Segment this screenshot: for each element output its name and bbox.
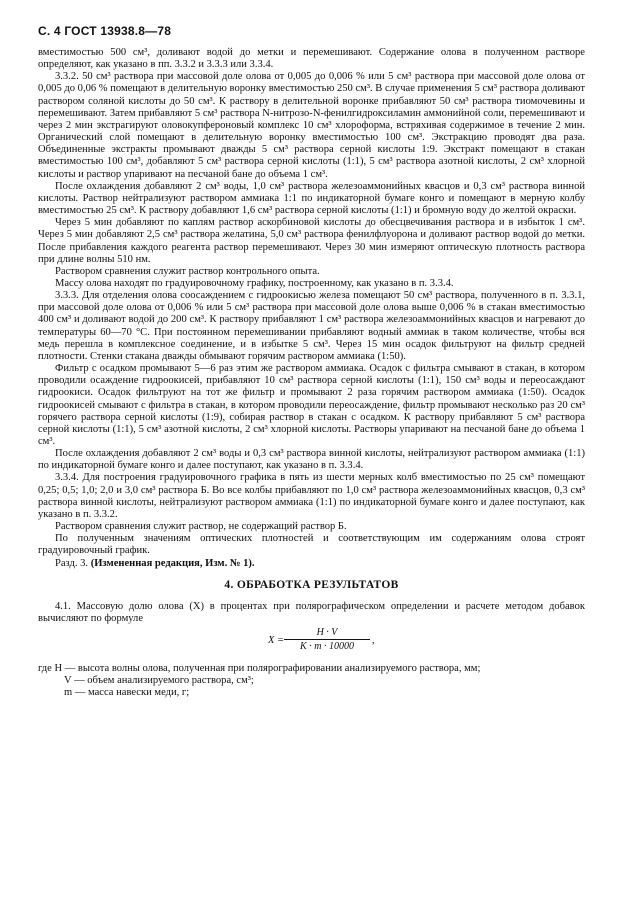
paragraph-4-1: 4.1. Массовую долю олова (X) в процентах при полярографическом определении и расчете методом добавок вычисляют по формуле <box>38 600 585 624</box>
edit-note-prefix: Разд. 3. <box>55 557 91 569</box>
formula-lhs: X = <box>268 635 285 647</box>
paragraph: Через 5 мин добавляют по каплям раствор аскорбиновой кислоты до обесцвечивания раствора и в избыток 1 см³. Через 5 мин добавляют 2,5 см³ раствора желатина, 5,0 см³ раствора фенилфлуорона и доливают раствор водой до метки. После прибавления каждого реагента раствор перемешивают. Через 30 мин измеряют оптическую плотность раствора при длине волны 510 нм. <box>38 217 585 265</box>
page-header: С. 4 ГОСТ 13938.8—78 <box>38 24 172 38</box>
paragraph: После охлаждения добавляют 2 см³ воды, 1,0 см³ раствора железоаммонийных квасцов и 0,3 см³ раствора винной кислоты. Раствор нейтрализуют раствором аммиака 1:1 по индикаторной бумаге конго и помещают в мерную колбу вместимостью 25 см³. К раствору добавляют 1,6 см³ раствора серной кислоты (1:1) и бромную воду до желтой окраски. <box>38 180 585 217</box>
formula-fraction <box>284 627 370 652</box>
paragraph: Раствором сравнения служит раствор контрольного опыта. <box>55 265 320 277</box>
definition-h: где H — высота волны олова, полученная при полярографировании анализируемого раствора, мм; <box>38 663 481 675</box>
definition-v: V — объем анализируемого раствора, см³; <box>64 675 254 687</box>
paragraph: После охлаждения добавляют 2 см³ воды и 0,3 см³ раствора винной кислоты, нейтрализуют раствором аммиака (1:1) по индикаторной бумаге конго и далее поступают, как указано в п. 3.3.4. <box>38 448 585 472</box>
paragraph-3-3-4: 3.3.4. Для построения градуировочного графика в пять из шести мерных колб вместимостью по 25 см³ помещают 0,25; 0,5; 1,0; 2,0 и 3,0 см³ раствора Б. Во все колбы прибавляют по 1,0 см³ раствора железоаммонийных квасцов, 0,3 см³ раствора винной кислоты, нейтрализуют раствором аммиака (1:1) по индикаторной бумаге конго и далее поступают, как указано в п. 3.3.2. <box>38 472 585 520</box>
definitions <box>38 663 585 699</box>
paragraph: По полученным значениям оптических плотностей и соответствующим им содержаниям олова строят градуировочный график. <box>38 533 585 557</box>
definition-m: m — масса навески меди, г; <box>64 687 190 699</box>
section-title: 4. ОБРАБОТКА РЕЗУЛЬТАТОВ <box>224 578 399 591</box>
paragraph-3-3-2: 3.3.2. 50 см³ раствора при массовой доле олова от 0,005 до 0,006 % или 5 см³ раствора при массовой доле олова от 0,005 до 0,06 % помещают в делительную воронку вместимостью 250 см³. В случае применения 5 см³ раствора доливают раствором соляной кислоты до 50 см³. К раствору в делительной воронке прибавляют 50 см³ раствора тиомочевины и перемешивают. Затем прибавляют 5 см³ раствора N-нитрозо-N-фенилгидроксиламин аммонийной соли, перемешивают и через 2 мин экстрагируют оловокупфероновый комплекс 10 см³ хлороформа, встряхивая содержимое в течение 2 мин. Органический слой помещают в делительную воронку вместимостью 100 см³. Экстракцию проводят два раза. Объединенные экстракты промывают дважды 5 см³ раствора серной кислоты 1:9. Экстракт помещают в стакан вместимостью 100 см³, добавляют 5 см³ раствора серной кислоты (1:1), 5 см³ раствора азотной кислоты, 2 см³ хлорной кислоты и раствор упаривают на песчаной бане до объема 1 см³. <box>38 71 585 180</box>
formula <box>38 627 585 657</box>
paragraph-3-3-3: 3.3.3. Для отделения олова соосаждением с гидроокисью железа помещают 50 см³ раствора, полученного в п. 3.3.1, при массовой доле олова от 0,006 % или 5 см³ раствора при массовой доле олова выше 0,006 % в стакан вместимостью 400 см³ и доливают водой до 200 см³. К раствору прибавляют 1 см³ раствора железоаммонийных квасцов и нагревают до температуры 60—70 °С. При постоянном перемешивании прибавляют водный аммиак в таком количестве, чтобы вся медь перешла в комплексное соединение, и в избытке 5 см³. Через 15 мин осадок фильтруют на фильтр средней плотности. Стенки стакана дважды обмывают горячим раствором аммиака (1:50). <box>38 290 585 362</box>
formula-denominator: K · m · 10000 <box>300 641 354 653</box>
paragraph: Фильтр с осадком промывают 5—6 раз этим же раствором аммиака. Осадок с фильтра смывают в стакан, в котором проводили осаждение гидроокисей, прибавляют 10 см³ раствора серной кислоты (1:1), 150 см³ воды и переосаждают гидроокиси. Осадок фильтруют на тот же фильтр и промывают 2 раза горячим раствором аммиака (1:50). Осадок гидроокисей смывают с фильтра в стакан, в котором проводили переосаждение, фильтр промывают несколько раз 20 см³ горячего раствора серной кислоты (1:9), собирая раствор в стакан с осадком. К раствору прибавляют 5 см³ раствора серной кислоты (1:1), 5 см³ азотной кислоты, 2 см³ хлорной кислоты. Растворы упаривают на песчаной бане до объема 1 см³. <box>38 363 585 447</box>
paragraph: Массу олова находят по градуировочному графику, построенному, как указано в п. 3.3.4. <box>55 277 454 289</box>
document-page <box>38 24 585 700</box>
edit-note <box>38 558 585 570</box>
edit-note-bold: (Измененная редакция, Изм. № 1). <box>90 557 255 569</box>
paragraph: Раствором сравнения служит раствор, не содержащий раствор Б. <box>55 521 347 533</box>
formula-numerator: H · V <box>284 627 370 640</box>
paragraph: вместимостью 500 см³, доливают водой до метки и перемешивают. Содержание олова в полученном растворе определяют, как указано в пп. 3.3.2 и 3.3.3 или 3.3.4. <box>38 47 585 71</box>
formula-tail: , <box>372 635 375 647</box>
